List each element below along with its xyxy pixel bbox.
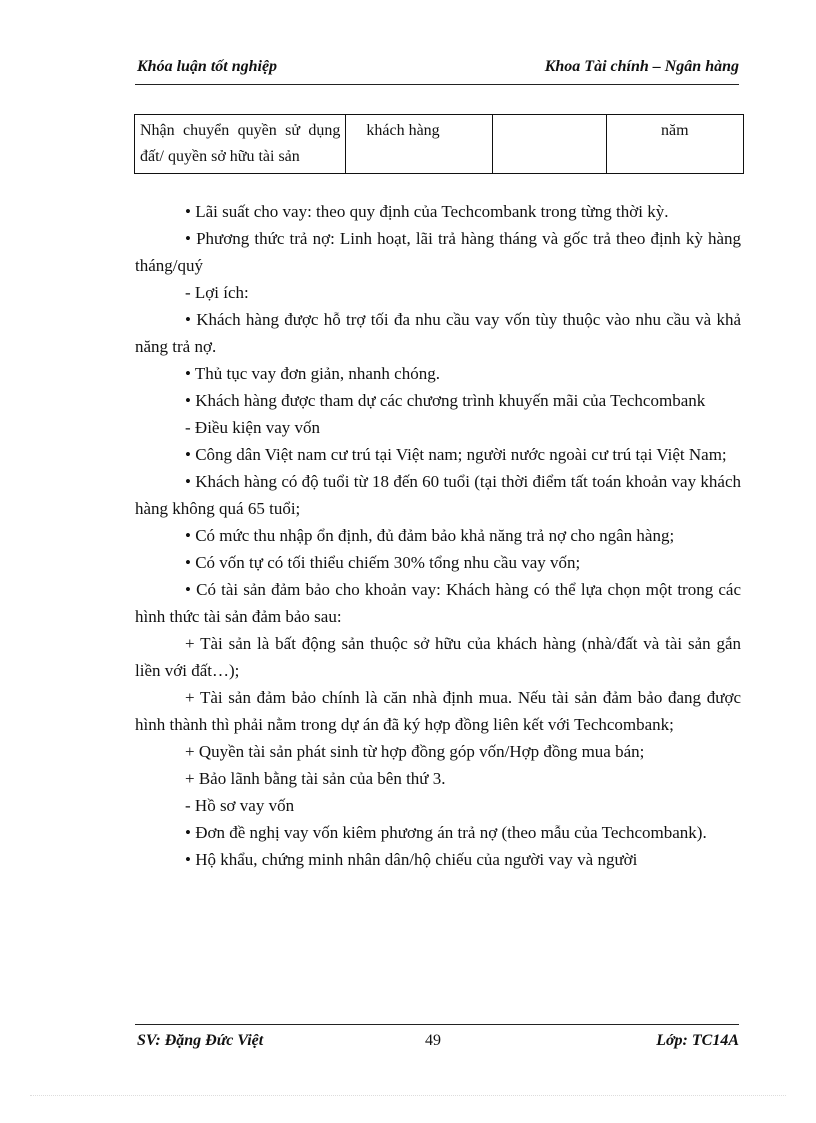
paragraph: • Hộ khẩu, chứng minh nhân dân/hộ chiếu của người vay và người [185, 850, 638, 869]
paragraph: • Lãi suất cho vay: theo quy định của Techcombank trong từng thời kỳ. [185, 202, 669, 221]
page-number: 49 [425, 1032, 441, 1049]
paragraph: + Bảo lãnh bằng tài sản của bên thứ 3. [185, 769, 446, 788]
table-row [135, 115, 744, 174]
class-label: Lớp: TC14A [656, 1032, 739, 1049]
paragraph: • Có vốn tự có tối thiểu chiếm 30% tổng nhu cầu vay vốn; [185, 553, 581, 572]
paragraph: • Thủ tục vay đơn giản, nhanh chóng. [185, 364, 440, 383]
page-edge-divider [30, 1095, 786, 1096]
loan-table [134, 114, 744, 174]
header-faculty-label: Khoa Tài chính – Ngân hàng [544, 58, 739, 75]
paragraph: • Công dân Việt nam cư trú tại Việt nam; người nước ngoài cư trú tại Việt Nam; [185, 445, 727, 464]
paragraph: + Tài sản là bất động sản thuộc sở hữu của khách hàng (nhà/đất và tài sản gắn liền với đất…); [135, 634, 741, 680]
paragraph: • Khách hàng được tham dự các chương trình khuyến mãi của Techcombank [185, 391, 706, 410]
paragraph: • Phương thức trả nợ: Linh hoạt, lãi trả hàng tháng và gốc trả theo định kỳ hàng tháng/quý [135, 229, 741, 275]
paragraph: + Quyền tài sản phát sinh từ hợp đồng góp vốn/Hợp đồng mua bán; [185, 742, 645, 761]
body-text [135, 198, 741, 873]
table-cell [493, 115, 606, 174]
page-footer [135, 1024, 739, 1053]
table-cell: Nhận chuyển quyền sử dụng đất/ quyền sở hữu tài sản [135, 115, 346, 174]
table-cell: năm [606, 115, 743, 174]
paragraph: • Đơn đề nghị vay vốn kiêm phương án trả nợ (theo mẫu của Techcombank). [185, 823, 707, 842]
paragraph: + Tài sản đảm bảo chính là căn nhà định mua. Nếu tài sản đảm bảo đang được hình thành thì phải nằm trong dự án đã ký hợp đồng liên kết với Techcombank; [135, 688, 741, 734]
paragraph: • Khách hàng có độ tuổi từ 18 đến 60 tuổi (tại thời điểm tất toán khoản vay khách hàng không quá 65 tuổi; [135, 472, 741, 518]
student-name: SV: Đặng Đức Việt [137, 1032, 264, 1049]
page-header [135, 58, 739, 85]
section-heading: - Điều kiện vay vốn [185, 418, 321, 437]
section-heading: - Lợi ích: [185, 283, 249, 302]
table-cell: khách hàng [346, 115, 493, 174]
paragraph: • Có mức thu nhập ổn định, đủ đảm bảo khả năng trả nợ cho ngân hàng; [185, 526, 675, 545]
section-heading: - Hồ sơ vay vốn [185, 796, 295, 815]
paragraph: • Khách hàng được hỗ trợ tối đa nhu cầu vay vốn tùy thuộc vào nhu cầu và khả năng trả nợ. [135, 310, 741, 356]
header-thesis-label: Khóa luận tốt nghiệp [137, 58, 278, 75]
paragraph: • Có tài sản đảm bảo cho khoản vay: Khách hàng có thể lựa chọn một trong các hình thức tài sản đảm bảo sau: [135, 580, 741, 626]
